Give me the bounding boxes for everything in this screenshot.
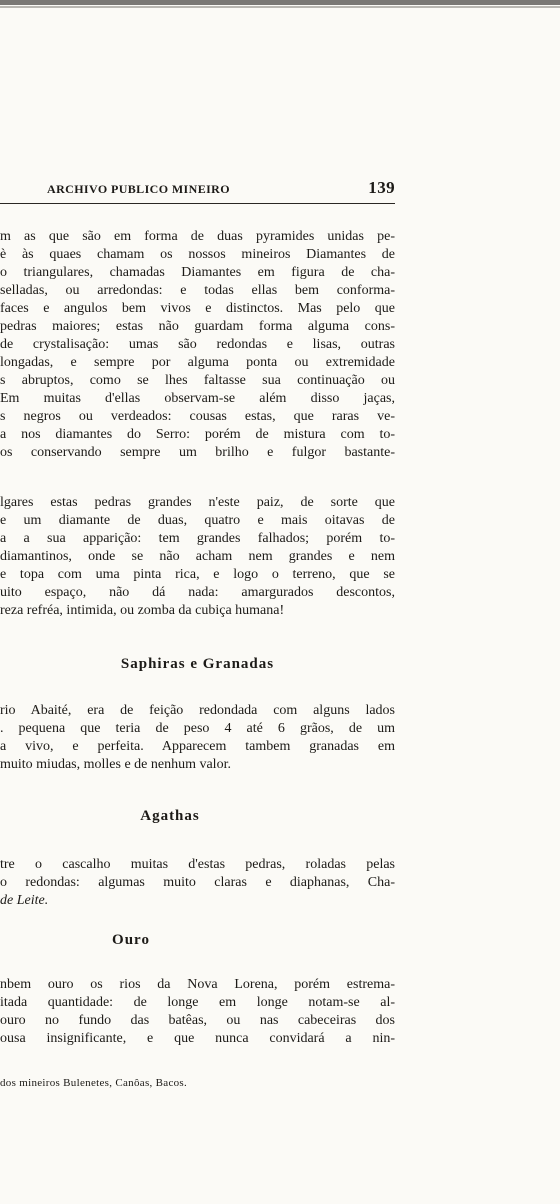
text-line: a nos diamantes do Serro: porém de mistura com to-	[0, 427, 395, 442]
section-heading: Ouro	[112, 932, 150, 948]
page-number: 139	[368, 178, 395, 197]
footnote: dos mineiros Bulenetes, Canôas, Bacos.	[0, 1077, 188, 1089]
text-line: diamantinos, onde se não acham nem grandes e nem	[0, 549, 395, 564]
text-line: a a sua apparição: tem grandes falhados; porém to-	[0, 531, 395, 546]
text-line: Em muitas d'ellas observam-se além disso jaças,	[0, 391, 395, 406]
text-line: ouro no fundo das batêas, ou nas cabeceiras dos	[0, 1013, 395, 1028]
text-line: selladas, ou arredondas: e todas ellas bem conforma-	[0, 283, 395, 298]
text-line: muito miudas, molles e de nenhum valor.	[0, 757, 231, 772]
text-line: itada quantidade: de longe em longe notam-se al-	[0, 995, 395, 1010]
text-line: nbem ouro os rios da Nova Lorena, porém estrema-	[0, 977, 395, 992]
text-line: rio Abaité, era de feição redondada com alguns lados	[0, 703, 395, 718]
text-line: s negros ou verdeados: cousas estas, que raras ve-	[0, 409, 395, 424]
text-line: uito espaço, não dá nada: amargurados descontos,	[0, 585, 395, 600]
running-title: ARCHIVO PUBLICO MINEIRO	[47, 182, 230, 196]
text-line: os conservando sempre um brilho e fulgor bastante-	[0, 445, 395, 460]
text-line: reza refréa, intimida, ou zomba da cubiça humana!	[0, 603, 285, 618]
text-line: o redondas: algumas muito claras e diaphanas, Cha-	[0, 875, 395, 890]
text-line: de Leite.	[0, 893, 49, 908]
text-line: de crystalisação: umas são redondas e lisas, outras	[0, 337, 395, 352]
text-line: e um diamante de duas, quatro e mais oitavas de	[0, 513, 395, 528]
text-line: o triangulares, chamadas Diamantes em figura de cha-	[0, 265, 395, 280]
section-heading: Agathas	[140, 808, 200, 824]
text-line: è às quaes chamam os nossos mineiros Diamantes de	[0, 247, 395, 262]
running-header	[0, 178, 395, 200]
text-line: lgares estas pedras grandes n'este paiz, de sorte que	[0, 495, 395, 510]
text-line: s abruptos, como se lhes faltasse sua continuação ou	[0, 373, 395, 388]
text-line: . pequena que teria de peso 4 até 6 grãos, de um	[0, 721, 395, 736]
text-line: faces e angulos bem vivos e distinctos. Mas pelo que	[0, 301, 395, 316]
text-line: ousa insignificante, e que nunca convidará a nin-	[0, 1031, 395, 1046]
text-line: a vivo, e perfeita. Apparecem tambem granadas em	[0, 739, 395, 754]
header-rule	[0, 203, 395, 204]
section-heading: Saphiras e Granadas	[120, 656, 275, 672]
text-line: m as que são em forma de duas pyramides unidas pe-	[0, 229, 395, 244]
page-edge-shadow	[0, 6, 560, 8]
text-line: e topa com uma pinta rica, e logo o terreno, que se	[0, 567, 395, 582]
page-edge-line	[0, 0, 560, 5]
text-line: tre o cascalho muitas d'estas pedras, roladas pelas	[0, 857, 395, 872]
text-line: longadas, e sempre por alguma ponta ou extremidade	[0, 355, 395, 370]
text-line: pedras maiores; estas não guardam forma alguma cons-	[0, 319, 395, 334]
